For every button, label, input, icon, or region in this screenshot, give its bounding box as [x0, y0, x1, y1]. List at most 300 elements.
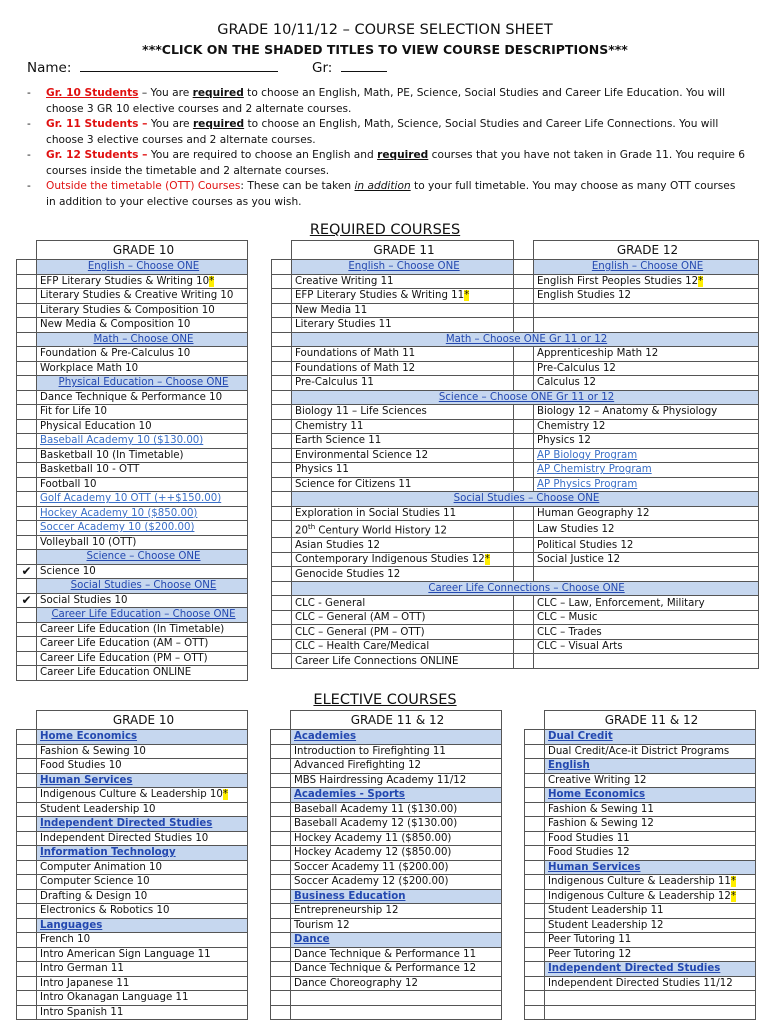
course-cell: [37, 390, 248, 405]
course-name: Physical Education – Choose ONE: [58, 377, 229, 389]
course-cell: [292, 567, 514, 582]
table-row: [271, 773, 502, 788]
category-title[interactable]: [545, 860, 756, 875]
grade11-header: GRADE 11: [292, 241, 514, 260]
checkbox-cell[interactable]: [272, 274, 292, 289]
checkbox-cell[interactable]: [271, 918, 291, 933]
course-cell: [292, 596, 514, 611]
course-link[interactable]: AP Biology Program: [534, 448, 759, 463]
checkbox-cell[interactable]: [17, 419, 37, 434]
checkbox-cell[interactable]: [514, 303, 534, 318]
name-grade-line: [27, 60, 387, 76]
course-cell: [37, 405, 248, 420]
category-title-clc[interactable]: Career Life Connections – Choose ONE: [292, 581, 759, 596]
course-cell: [545, 991, 756, 1006]
checkbox-cell[interactable]: [514, 448, 534, 463]
course-name: English: [548, 760, 590, 772]
table-row: [17, 419, 248, 434]
checkbox-cell[interactable]: [17, 318, 37, 333]
course-cell: [291, 976, 502, 991]
course-cell: [292, 463, 514, 478]
checkbox-cell[interactable]: [525, 759, 545, 774]
checkbox-cell[interactable]: [271, 947, 291, 962]
checkbox-cell[interactable]: [514, 552, 534, 567]
course-cell: [37, 361, 248, 376]
checkbox-cell[interactable]: [272, 434, 292, 449]
course-name: Entrepreneurship 12: [294, 905, 399, 917]
checkbox-cell[interactable]: [17, 303, 37, 318]
checkbox-cell[interactable]: [272, 303, 292, 318]
checkbox-cell[interactable]: [17, 521, 37, 536]
course-name: English – Choose ONE: [87, 261, 200, 273]
checkbox-cell[interactable]: [272, 596, 292, 611]
course-cell: [37, 622, 248, 637]
checkbox-cell[interactable]: [272, 376, 292, 391]
gr12-text-b: courses that you have not taken in Grade 11. You require 6 courses inside the timetable and 2 alternate courses.: [46, 149, 746, 177]
checkbox-cell[interactable]: [17, 730, 37, 745]
elective-courses-title: ELECTIVE COURSES: [313, 692, 457, 708]
checkbox-cell[interactable]: [271, 904, 291, 919]
checkbox-cell[interactable]: [525, 875, 545, 890]
category-title[interactable]: [37, 550, 248, 565]
checkbox-cell[interactable]: [272, 289, 292, 304]
checkbox-cell[interactable]: [272, 260, 292, 275]
table-header-row: [525, 711, 756, 730]
checkbox-cell[interactable]: [17, 651, 37, 666]
checkbox-cell[interactable]: [514, 596, 534, 611]
course-name: Literary Studies & Creative Writing 10: [40, 290, 234, 302]
checkbox-cell[interactable]: [271, 875, 291, 890]
grade-blank[interactable]: [341, 60, 387, 72]
name-blank[interactable]: [80, 60, 278, 72]
checkbox-cell[interactable]: [525, 860, 545, 875]
checkbox-cell[interactable]: [271, 933, 291, 948]
table-row: [525, 962, 756, 977]
table-row: [17, 376, 248, 391]
course-name: Science 10: [40, 565, 96, 577]
course-name: Advanced Firefighting 12: [294, 760, 422, 772]
checkbox-cell[interactable]: [271, 962, 291, 977]
course-name: New Media & Composition 10: [40, 319, 191, 331]
checkbox-cell[interactable]: [271, 788, 291, 803]
table-row: [17, 303, 248, 318]
table-row: [272, 347, 759, 362]
category-title-social[interactable]: Social Studies – Choose ONE: [292, 492, 759, 507]
course-link[interactable]: AP Chemistry Program: [534, 463, 759, 478]
category-title[interactable]: [545, 759, 756, 774]
checkbox-cell[interactable]: [525, 918, 545, 933]
category-row: [272, 581, 759, 596]
table-row: [17, 802, 248, 817]
table-row: [272, 434, 759, 449]
checkbox-cell[interactable]: [514, 419, 534, 434]
checkbox-cell[interactable]: [272, 390, 292, 405]
checkbox-cell[interactable]: [17, 831, 37, 846]
checkbox-cell[interactable]: [17, 875, 37, 890]
course-cell: [37, 593, 248, 608]
checkbox-cell[interactable]: [17, 608, 37, 623]
grade-header: GRADE 10: [37, 241, 248, 260]
checkbox-cell[interactable]: [271, 860, 291, 875]
checkbox-cell[interactable]: [272, 361, 292, 376]
checkbox-cell[interactable]: [514, 538, 534, 553]
category-title[interactable]: [37, 376, 248, 391]
checkbox-cell[interactable]: [17, 241, 37, 260]
course-name-rest: Century World History 12: [315, 525, 448, 537]
checkbox-cell[interactable]: [514, 521, 534, 538]
course-cell: [37, 419, 248, 434]
course-name: Human Services: [548, 861, 641, 873]
checkbox-cell[interactable]: [271, 802, 291, 817]
checkbox-cell[interactable]: [272, 521, 292, 538]
checkbox-cell[interactable]: [525, 976, 545, 991]
category-title[interactable]: [37, 846, 248, 861]
checkbox-cell[interactable]: ✔: [17, 564, 37, 579]
checkbox-cell[interactable]: [17, 361, 37, 376]
course-name: Science for Citizens 11: [295, 478, 412, 490]
table-row: [271, 730, 502, 745]
checkbox-cell[interactable]: [17, 390, 37, 405]
table-row: [17, 289, 248, 304]
checkbox-cell[interactable]: [17, 550, 37, 565]
category-title[interactable]: [37, 332, 248, 347]
checkbox-cell[interactable]: [271, 773, 291, 788]
checkbox-cell[interactable]: [272, 610, 292, 625]
table-row: [17, 448, 248, 463]
category-title[interactable]: [37, 579, 248, 594]
category-title[interactable]: [534, 260, 759, 275]
course-name: Career Life Education (In Timetable): [40, 623, 225, 635]
checkbox-cell[interactable]: [271, 730, 291, 745]
course-cell: [291, 744, 502, 759]
checkbox-cell[interactable]: [525, 744, 545, 759]
checkbox-cell[interactable]: [17, 376, 37, 391]
checkbox-cell[interactable]: [272, 492, 292, 507]
checkbox-cell[interactable]: [525, 904, 545, 919]
course-name: Contemporary Indigenous Studies 12: [295, 554, 485, 566]
checkbox-cell[interactable]: [17, 918, 37, 933]
gr10-text-b: to choose an English, Math, PE, Science, Social Studies and Career Life Education. You will choose 3 GR 10 elective courses and 2 alternate courses.: [46, 87, 726, 115]
checkbox-cell[interactable]: [514, 376, 534, 391]
checkbox-cell[interactable]: [17, 405, 37, 420]
checkbox-cell[interactable]: [514, 477, 534, 492]
checkbox-cell[interactable]: [272, 567, 292, 582]
table-row: [17, 962, 248, 977]
category-title[interactable]: [291, 788, 502, 803]
star-marker: *: [464, 290, 470, 302]
checkbox-cell[interactable]: [17, 347, 37, 362]
checkbox-cell[interactable]: [17, 744, 37, 759]
checkbox-cell[interactable]: [525, 1005, 545, 1020]
table-row: [272, 448, 759, 463]
category-title[interactable]: [291, 730, 502, 745]
checkbox-cell[interactable]: [514, 241, 534, 260]
checkbox-cell[interactable]: [17, 759, 37, 774]
checkbox-cell[interactable]: [17, 788, 37, 803]
checkbox-cell[interactable]: [525, 730, 545, 745]
course-name: Information Technology: [40, 847, 176, 859]
course-name: Dual Credit/Ace-it District Programs: [548, 745, 730, 757]
checkbox-cell[interactable]: [525, 831, 545, 846]
category-title[interactable]: [37, 260, 248, 275]
checkbox-cell[interactable]: [514, 274, 534, 289]
course-cell: Social Justice 12: [534, 552, 759, 567]
checkbox-cell[interactable]: [272, 448, 292, 463]
table-row: [17, 622, 248, 637]
checkbox-cell[interactable]: [271, 976, 291, 991]
table-row: [272, 552, 759, 567]
checkbox-cell[interactable]: [17, 666, 37, 681]
checkbox-cell[interactable]: [525, 817, 545, 832]
table-row: [271, 904, 502, 919]
course-name: Tourism 12: [294, 919, 350, 931]
checkbox-cell[interactable]: [514, 625, 534, 640]
category-title[interactable]: [545, 788, 756, 803]
category-title[interactable]: [37, 730, 248, 745]
course-name: Chemistry 11: [295, 420, 364, 432]
table-row: [525, 730, 756, 745]
checkbox-cell[interactable]: [17, 860, 37, 875]
table-row: [271, 991, 502, 1006]
checkbox-cell[interactable]: [272, 538, 292, 553]
checkbox-cell[interactable]: [272, 463, 292, 478]
checkbox-cell[interactable]: [514, 463, 534, 478]
course-name: English – Choose ONE: [348, 261, 460, 273]
gr12-text-a: You are required to choose an English and: [147, 149, 378, 161]
course-cell: [291, 962, 502, 977]
checkbox-cell[interactable]: [17, 332, 37, 347]
checkbox-cell[interactable]: [271, 744, 291, 759]
course-cell: [545, 802, 756, 817]
ott-text-b: to your full timetable. You may choose as many OTT courses in addition to your elective courses as you wish.: [46, 180, 736, 208]
checkbox-cell[interactable]: [514, 289, 534, 304]
checkbox-cell[interactable]: [271, 846, 291, 861]
checkbox-cell[interactable]: [17, 492, 37, 507]
checkbox-cell[interactable]: [514, 654, 534, 669]
checkbox-cell[interactable]: [17, 448, 37, 463]
category-title[interactable]: [291, 933, 502, 948]
category-title-math[interactable]: Math – Choose ONE Gr 11 or 12: [292, 332, 759, 347]
checkbox-cell[interactable]: [514, 361, 534, 376]
course-cell: [292, 405, 514, 420]
course-link[interactable]: [37, 492, 248, 507]
checkbox-cell[interactable]: [525, 889, 545, 904]
checkbox-cell[interactable]: [272, 639, 292, 654]
table-row: [17, 260, 248, 275]
table-row: [271, 860, 502, 875]
checkbox-cell[interactable]: [272, 405, 292, 420]
checkbox-cell[interactable]: [514, 434, 534, 449]
checkbox-cell[interactable]: [17, 535, 37, 550]
checkbox-cell[interactable]: [17, 260, 37, 275]
course-name: Hockey Academy 11 ($850.00): [294, 832, 452, 844]
checkbox-cell[interactable]: [525, 962, 545, 977]
category-title[interactable]: [37, 817, 248, 832]
checkbox-cell[interactable]: [272, 318, 292, 333]
table-row: [17, 730, 248, 745]
gr10-text-a: – You are: [138, 87, 193, 99]
checkbox-cell[interactable]: [272, 654, 292, 669]
table-row: [272, 639, 759, 654]
course-name: Intro Okanagan Language 11: [40, 992, 189, 1004]
checkbox-cell[interactable]: [525, 802, 545, 817]
checkbox-cell[interactable]: [514, 610, 534, 625]
course-name: Career Life Education – Choose ONE: [51, 609, 236, 621]
checkbox-cell[interactable]: [17, 962, 37, 977]
category-title-science[interactable]: Science – Choose ONE Gr 11 or 12: [292, 390, 759, 405]
gr11-text-b: to choose an English, Math, Science, Social Studies and Career Life Connections. You will choose 3 elective courses and 2 alternate courses.: [46, 118, 719, 146]
table-row: [17, 318, 248, 333]
checkbox-cell[interactable]: [17, 817, 37, 832]
course-cell: [37, 759, 248, 774]
checkbox-cell[interactable]: [17, 802, 37, 817]
instruction-gr10: [46, 86, 746, 117]
checkbox-cell[interactable]: [525, 933, 545, 948]
checkbox-cell[interactable]: [17, 637, 37, 652]
checkbox-cell[interactable]: [272, 506, 292, 521]
checkbox-cell[interactable]: [514, 506, 534, 521]
instruction-gr12: [46, 148, 746, 179]
checkbox-cell[interactable]: [525, 788, 545, 803]
table-row: [272, 567, 759, 582]
table-row: [271, 933, 502, 948]
checkbox-cell[interactable]: [271, 991, 291, 1006]
checkbox-cell[interactable]: [525, 711, 545, 730]
checkbox-cell[interactable]: [17, 274, 37, 289]
course-cell: [37, 274, 248, 289]
checkbox-cell[interactable]: [271, 711, 291, 730]
checkbox-cell[interactable]: [272, 625, 292, 640]
checkbox-cell[interactable]: [525, 846, 545, 861]
checkbox-cell[interactable]: [514, 260, 534, 275]
course-name: Academies - Sports: [294, 789, 405, 801]
category-title[interactable]: [37, 608, 248, 623]
course-cell: [292, 303, 514, 318]
checkbox-cell[interactable]: [514, 318, 534, 333]
checkbox-cell[interactable]: [271, 817, 291, 832]
course-cell: [545, 831, 756, 846]
table-row: [271, 889, 502, 904]
category-title[interactable]: [37, 918, 248, 933]
table-row: [17, 918, 248, 933]
checkbox-cell[interactable]: [17, 506, 37, 521]
table-row: [271, 947, 502, 962]
checkbox-cell[interactable]: [514, 405, 534, 420]
checkbox-cell[interactable]: [17, 711, 37, 730]
course-cell: [292, 448, 514, 463]
checkbox-cell[interactable]: [17, 289, 37, 304]
course-name: CLC – Health Care/Medical: [295, 641, 430, 653]
checkbox-cell[interactable]: [272, 332, 292, 347]
course-cell: [292, 477, 514, 492]
table-row: [272, 463, 759, 478]
checkbox-cell[interactable]: [525, 773, 545, 788]
checkbox-cell[interactable]: [271, 889, 291, 904]
table-row: [17, 976, 248, 991]
course-link[interactable]: [37, 434, 248, 449]
course-name: Food Studies 10: [40, 760, 122, 772]
course-name: English Studies 12: [537, 290, 632, 302]
checkbox-cell[interactable]: [525, 947, 545, 962]
course-cell: [37, 831, 248, 846]
course-name: Career Life Connections ONLINE: [295, 655, 459, 667]
checkbox-cell[interactable]: [17, 477, 37, 492]
checkbox-cell[interactable]: [271, 831, 291, 846]
checkbox-cell[interactable]: [272, 552, 292, 567]
course-name: New Media 11: [295, 304, 368, 316]
checkbox-cell[interactable]: [17, 579, 37, 594]
category-title[interactable]: [291, 889, 502, 904]
checkbox-cell[interactable]: ✔: [17, 593, 37, 608]
checkbox-cell[interactable]: [525, 991, 545, 1006]
checkbox-cell[interactable]: [271, 759, 291, 774]
checkbox-cell[interactable]: [272, 347, 292, 362]
category-title[interactable]: [37, 773, 248, 788]
table-row: [525, 991, 756, 1006]
checkbox-cell[interactable]: [17, 622, 37, 637]
star-marker: *: [730, 890, 736, 902]
checkbox-cell[interactable]: [514, 347, 534, 362]
course-cell: [545, 933, 756, 948]
table-row: [17, 831, 248, 846]
checkbox-cell[interactable]: [272, 419, 292, 434]
checkbox-cell[interactable]: [514, 567, 534, 582]
checkbox-cell[interactable]: [271, 1005, 291, 1020]
checkbox-cell[interactable]: [514, 639, 534, 654]
star-marker: *: [698, 275, 704, 287]
course-name: Home Economics: [40, 731, 138, 743]
course-cell: Human Geography 12: [534, 506, 759, 521]
table-row: [17, 521, 248, 536]
checkbox-cell[interactable]: [17, 434, 37, 449]
checkbox-cell[interactable]: [17, 889, 37, 904]
course-cell: [37, 535, 248, 550]
checkbox-cell[interactable]: [17, 976, 37, 991]
checkbox-cell[interactable]: [17, 463, 37, 478]
course-cell: [534, 654, 759, 669]
checkbox-cell[interactable]: [272, 241, 292, 260]
table-header-row: [17, 711, 248, 730]
course-name: Languages: [40, 919, 103, 931]
category-title[interactable]: [545, 962, 756, 977]
course-cell: [534, 303, 759, 318]
checkbox-cell[interactable]: [17, 904, 37, 919]
course-name: Social Studies – Choose ONE: [70, 580, 217, 592]
course-name: Dance Technique & Performance 10: [40, 391, 223, 403]
course-cell: [37, 666, 248, 681]
course-name: Fit for Life 10: [40, 406, 107, 418]
course-name: Dance: [294, 934, 330, 946]
course-cell: Physics 12: [534, 434, 759, 449]
checkbox-cell[interactable]: [17, 773, 37, 788]
checkbox-cell[interactable]: [272, 477, 292, 492]
category-title[interactable]: [545, 730, 756, 745]
checkbox-cell[interactable]: [17, 1005, 37, 1020]
checkbox-cell[interactable]: [17, 846, 37, 861]
checkbox-cell[interactable]: [17, 933, 37, 948]
course-link[interactable]: [37, 521, 248, 536]
checkbox-cell[interactable]: [17, 947, 37, 962]
category-title[interactable]: [292, 260, 514, 275]
course-name: Physics 11: [295, 464, 349, 476]
checkbox-cell[interactable]: [17, 991, 37, 1006]
course-link[interactable]: [37, 506, 248, 521]
course-name: Environmental Science 12: [295, 449, 429, 461]
table-row: [525, 1005, 756, 1020]
course-cell: [292, 506, 514, 521]
checkbox-cell[interactable]: [272, 581, 292, 596]
course-link[interactable]: AP Physics Program: [534, 477, 759, 492]
